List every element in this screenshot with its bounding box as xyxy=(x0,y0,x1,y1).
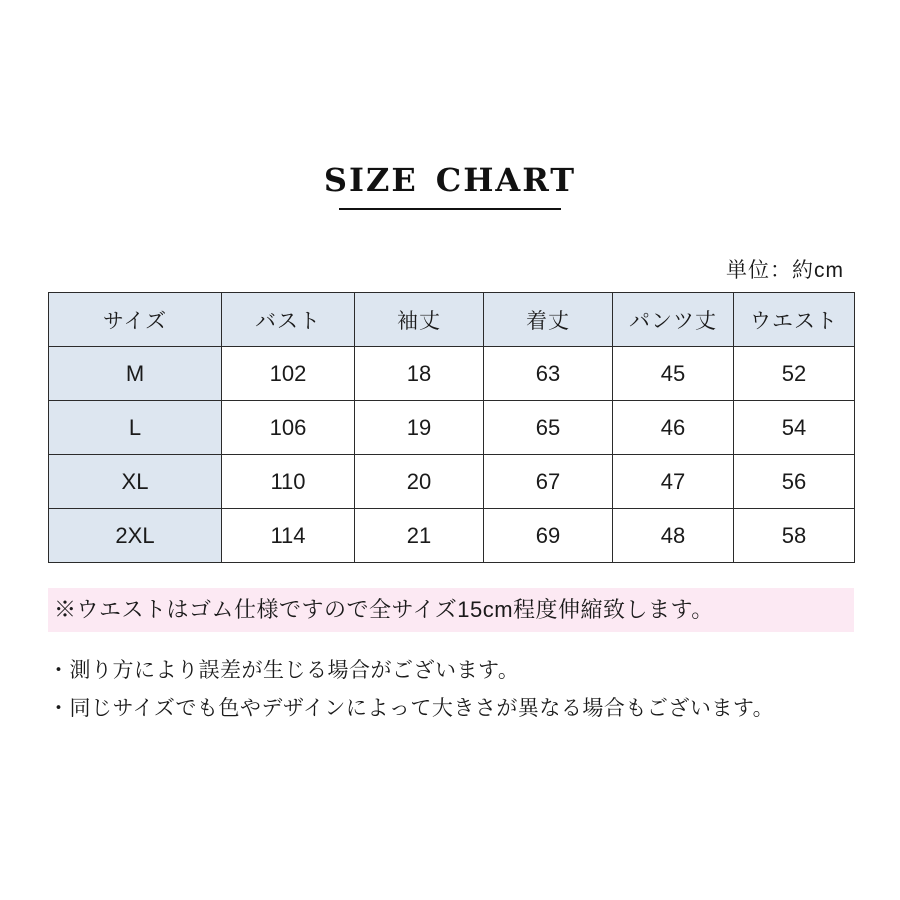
title-underline xyxy=(339,208,561,210)
cell-size: 2XL xyxy=(49,509,222,563)
cell-sleeve: 18 xyxy=(355,347,484,401)
table-header xyxy=(49,293,855,347)
column-header-pants-length: パンツ丈 xyxy=(613,293,734,347)
unit-note: 単位：約cm xyxy=(726,259,844,282)
column-header-size: サイズ xyxy=(49,293,222,347)
cell-size: M xyxy=(49,347,222,401)
cell-waist: 54 xyxy=(734,401,855,455)
column-header-sleeve: 袖丈 xyxy=(355,293,484,347)
cell-pants-length: 45 xyxy=(613,347,734,401)
footnote-measurement-tolerance: ・測り方により誤差が生じる場合がございます。 xyxy=(48,659,520,682)
footnote-size-variation: ・同じサイズでも色やデザインによって大きさが異なる場合もございます。 xyxy=(48,697,775,720)
table-row xyxy=(49,347,855,401)
cell-sleeve: 21 xyxy=(355,509,484,563)
table-header-row xyxy=(49,293,855,347)
table-row xyxy=(49,455,855,509)
table-body xyxy=(49,347,855,563)
size-table xyxy=(48,292,855,563)
size-table-wrapper xyxy=(48,292,854,563)
cell-waist: 58 xyxy=(734,509,855,563)
page-title-text: size chart xyxy=(323,148,577,202)
cell-bust: 114 xyxy=(222,509,355,563)
cell-bust: 106 xyxy=(222,401,355,455)
cell-waist: 52 xyxy=(734,347,855,401)
cell-length: 67 xyxy=(484,455,613,509)
cell-length: 63 xyxy=(484,347,613,401)
table-row xyxy=(49,401,855,455)
cell-sleeve: 19 xyxy=(355,401,484,455)
cell-pants-length: 46 xyxy=(613,401,734,455)
cell-length: 69 xyxy=(484,509,613,563)
footnotes xyxy=(48,652,868,728)
waist-elastic-note: ※ウエストはゴム仕様ですので全サイズ15cm程度伸縮致します。 xyxy=(48,588,854,632)
cell-bust: 102 xyxy=(222,347,355,401)
column-header-bust: バスト xyxy=(222,293,355,347)
cell-size: XL xyxy=(49,455,222,509)
column-header-waist: ウエスト xyxy=(734,293,855,347)
cell-sleeve: 20 xyxy=(355,455,484,509)
cell-size: L xyxy=(49,401,222,455)
column-header-length: 着丈 xyxy=(484,293,613,347)
cell-pants-length: 47 xyxy=(613,455,734,509)
cell-length: 65 xyxy=(484,401,613,455)
table-row xyxy=(49,509,855,563)
cell-pants-length: 48 xyxy=(613,509,734,563)
cell-waist: 56 xyxy=(734,455,855,509)
page-title xyxy=(0,148,900,210)
cell-bust: 110 xyxy=(222,455,355,509)
